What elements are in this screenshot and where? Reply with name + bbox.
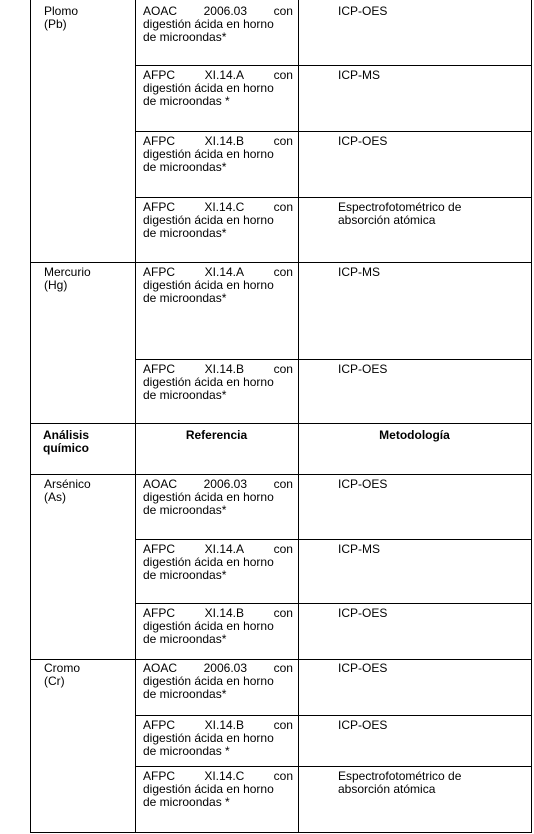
row-divider: [135, 715, 532, 716]
analyte-mercurio: [44, 266, 104, 292]
methodology-cell: ICP-OES: [338, 477, 388, 491]
analyte-cromo: [44, 662, 104, 688]
header-metodologia: Metodología: [379, 428, 450, 442]
analyte-name: Arsénico: [44, 477, 91, 491]
header-analisis-quimico: Análisis químico: [42, 428, 90, 455]
group-divider: [30, 659, 532, 660]
reference-cell: AFPC XI.14.C con digestión ácida en horno de microondas*: [143, 200, 293, 240]
grid-left-border: [30, 0, 31, 833]
grid-col-divider-1: [135, 0, 136, 833]
methodology-cell: ICP-MS: [338, 68, 380, 82]
row-divider: [135, 359, 532, 360]
grid-right-border: [531, 0, 532, 833]
analyte-name: Plomo: [44, 4, 79, 18]
reference-cell: AFPC XI.14.A con digestión ácida en horno de microondas*: [143, 265, 293, 305]
methodology-cell: ICP-MS: [338, 542, 380, 556]
analyte-symbol: (Hg): [44, 278, 68, 292]
analyte-symbol: (Pb): [44, 17, 67, 31]
methodology-cell: ICP-OES: [338, 4, 388, 18]
analyte-symbol: (As): [44, 490, 66, 504]
grid-col-divider-2: [298, 0, 299, 833]
row-divider: [135, 131, 532, 132]
methodology-cell: Espectrofotométrico de absorción atómica: [338, 769, 462, 796]
header-top-line: [30, 423, 532, 424]
group-divider: [30, 262, 532, 263]
row-divider: [135, 197, 532, 198]
header-bottom-line: [30, 474, 532, 475]
methodology-cell: Espectrofotométrico de absorción atómica: [338, 200, 462, 227]
header-referencia: Referencia: [185, 428, 248, 442]
row-divider: [135, 65, 532, 66]
reference-cell: AFPC XI.14.C con digestión ácida en horno de microondas *: [143, 769, 293, 809]
reference-cell: AOAC 2006.03 con digestión ácida en horno de microondas*: [143, 477, 293, 517]
row-divider: [135, 603, 532, 604]
reference-cell: AFPC XI.14.B con digestión ácida en horno de microondas*: [143, 134, 293, 174]
reference-cell: AFPC XI.14.A con digestión ácida en horno de microondas *: [143, 68, 293, 108]
reference-cell: AFPC XI.14.A con digestión ácida en horno de microondas*: [143, 542, 293, 582]
methodology-cell: ICP-OES: [338, 718, 388, 732]
analyte-plomo: [44, 5, 104, 31]
analyte-name: Cromo: [44, 661, 81, 675]
methodology-cell: ICP-OES: [338, 362, 388, 376]
analyte-arsenico: [44, 478, 104, 504]
methodology-cell: ICP-OES: [338, 134, 388, 148]
reference-cell: AOAC 2006.03 con digestión ácida en horno de microondas*: [143, 661, 293, 701]
methodology-cell: ICP-OES: [338, 661, 388, 675]
reference-cell: AFPC XI.14.B con digestión ácida en horno de microondas*: [143, 362, 293, 402]
reference-cell: AOAC 2006.03 con digestión ácida en horno de microondas*: [143, 4, 293, 44]
table-bottom-border: [30, 832, 532, 833]
methodology-cell: ICP-OES: [338, 606, 388, 620]
analyte-name: Mercurio: [44, 265, 91, 279]
row-divider: [135, 539, 532, 540]
methodology-cell: ICP-MS: [338, 265, 380, 279]
analyte-symbol: (Cr): [44, 674, 65, 688]
row-divider: [135, 766, 532, 767]
reference-cell: AFPC XI.14.B con digestión ácida en horno de microondas*: [143, 606, 293, 646]
reference-cell: AFPC XI.14.B con digestión ácida en horno de microondas *: [143, 718, 293, 758]
